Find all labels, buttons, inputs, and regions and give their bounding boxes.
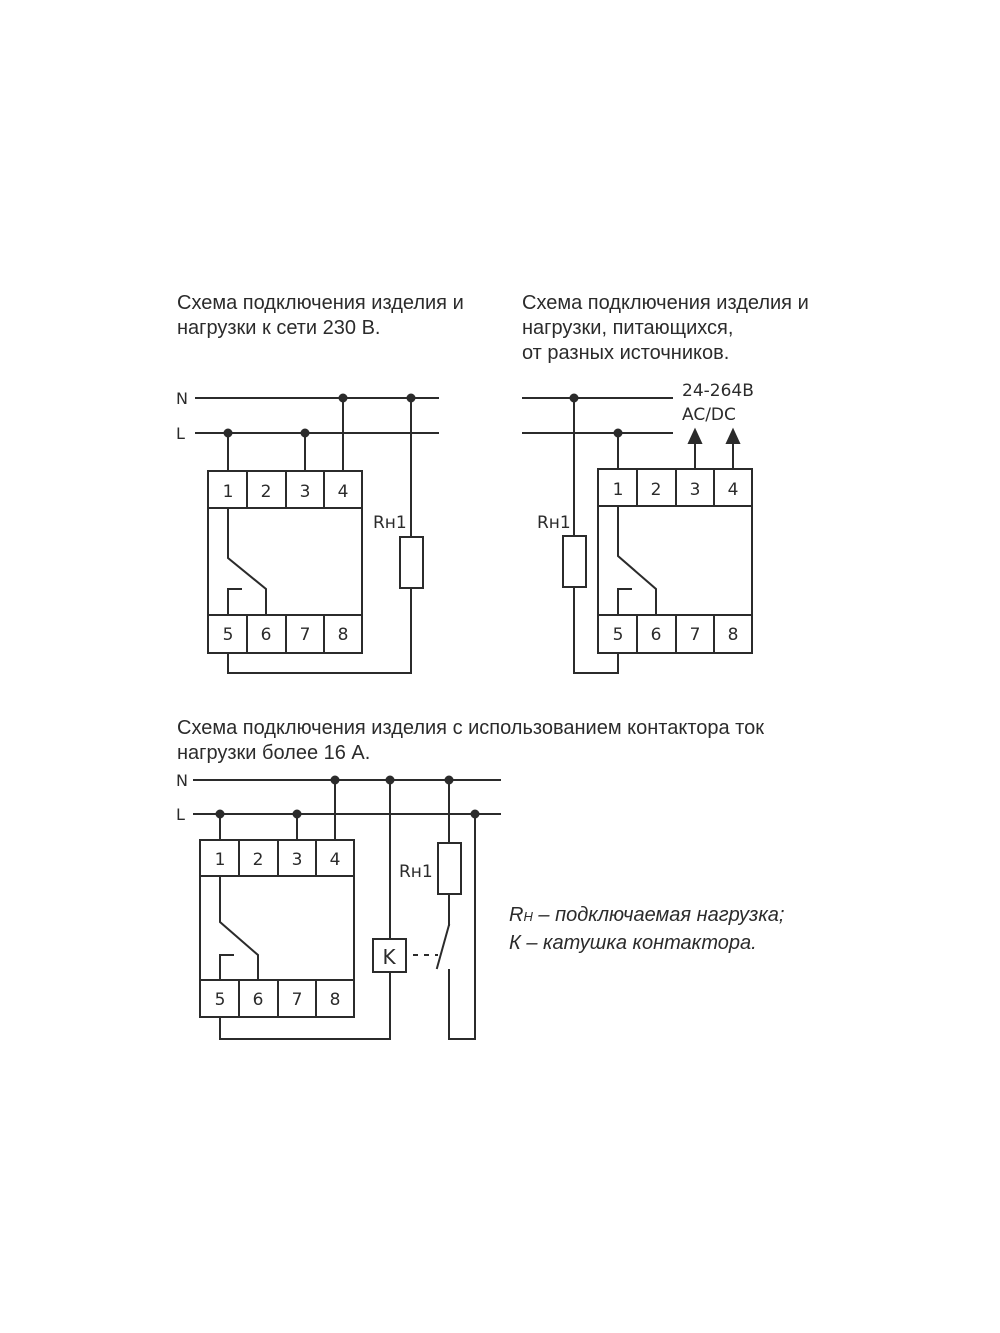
caption-line: нагрузки к сети 230 В.: [177, 317, 381, 339]
terminal-label: 4: [727, 480, 739, 500]
terminal-label: 3: [291, 850, 303, 870]
switch-contact: [228, 508, 266, 615]
caption-line: нагрузки более 16 А.: [177, 742, 371, 764]
terminal-label: 3: [689, 480, 701, 500]
caption-line: Схема подключения изделия и: [522, 292, 809, 314]
diagram-1: [176, 389, 438, 673]
junction-dot: [302, 430, 309, 437]
terminal-label: 7: [291, 990, 303, 1010]
load-label: Rн1: [399, 862, 433, 882]
label-l: L: [176, 805, 185, 824]
load-resistor: [400, 537, 423, 588]
supply-label: 24-264В: [682, 381, 754, 401]
label-n: N: [176, 389, 188, 408]
label-l: L: [176, 424, 185, 443]
junction-dot: [294, 811, 301, 818]
terminal-label: 8: [329, 990, 341, 1010]
load-resistor: [438, 843, 461, 894]
terminal-label: 7: [299, 625, 311, 645]
coil-label: K: [382, 945, 396, 969]
terminal-label: 5: [612, 625, 624, 645]
terminal-label: 3: [299, 482, 311, 502]
load-resistor: [563, 536, 586, 587]
junction-dot: [340, 395, 347, 402]
legend-load-subscript: Н: [523, 909, 533, 924]
junction-dot: [217, 811, 224, 818]
terminal-label: 8: [337, 625, 349, 645]
load-label: Rн1: [537, 513, 571, 533]
caption-line: Схема подключения изделия и: [177, 292, 464, 314]
label-n: N: [176, 771, 188, 790]
switch-contact: [618, 506, 656, 615]
legend-contactor: К – катушка контактора.: [509, 932, 757, 954]
terminal-label: 6: [650, 625, 662, 645]
junction-dot: [225, 430, 232, 437]
arrow-up-icon: [689, 430, 701, 443]
terminal-label: 4: [329, 850, 341, 870]
arrow-up-icon: [727, 430, 739, 443]
terminal-label: 8: [727, 625, 739, 645]
terminal-label: 5: [214, 990, 226, 1010]
diagram-3: [176, 771, 500, 1039]
contactor-contact: [437, 925, 449, 968]
junction-dot: [332, 777, 339, 784]
terminal-label: 4: [337, 482, 349, 502]
caption-line: нагрузки, питающихся,: [522, 317, 734, 339]
terminal-label: 7: [689, 625, 701, 645]
terminal-label: 6: [252, 990, 264, 1010]
diagram-2: [523, 381, 754, 673]
legend-load-symbol: R: [509, 904, 524, 926]
terminal-label: 2: [260, 482, 272, 502]
load-label: Rн1: [373, 513, 407, 533]
terminal-label: 2: [252, 850, 264, 870]
terminal-label: 5: [222, 625, 234, 645]
terminal-label: 1: [612, 480, 624, 500]
junction-dot: [615, 430, 622, 437]
legend-load-text: – подключаемая нагрузка;: [532, 904, 785, 926]
terminal-label: 6: [260, 625, 272, 645]
terminal-label: 1: [214, 850, 226, 870]
caption-line: Схема подключения изделия с использованием контактора ток: [177, 717, 764, 739]
supply-label: AC/DC: [682, 405, 736, 425]
switch-contact: [220, 876, 258, 980]
terminal-label: 2: [650, 480, 662, 500]
terminal-label: 1: [222, 482, 234, 502]
caption-line: от разных источников.: [522, 342, 730, 364]
